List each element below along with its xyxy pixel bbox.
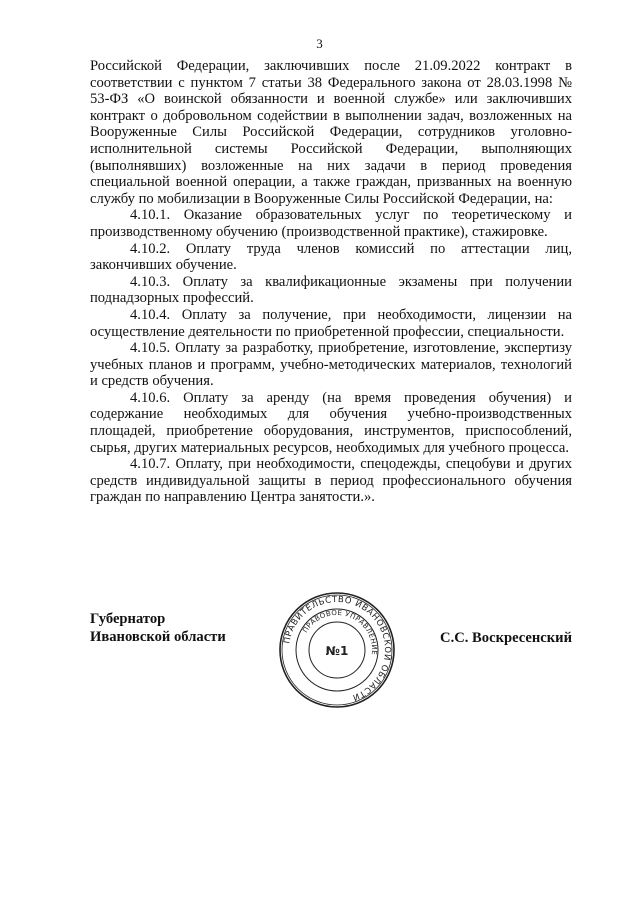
seal-number: №1 — [325, 644, 349, 658]
signatory-title — [90, 610, 226, 646]
seal-inner-text: ПРАВОВОЕ УПРАВЛЕНИЕ — [301, 608, 379, 656]
document-body — [90, 58, 572, 506]
intro-paragraph: Российской Федерации, заключивших после 21.09.2022 контракт в соответствии с пунктом 7 статьи 38 Федерального закона от 28.03.1998 № 53-ФЗ «О воинской обязанности и военной службе» или заключивших контракт о добровольном содействии в выполнении задач, возложенных на Вооруженные Силы Российской Федерации, сотрудников уголовно-исполнительной системы Российской Федерации, выполняющих (выполнявших) возложенные на них задачи в период проведения специальной военной операции, а также граждан, призванных на военную службу по мобилизации в Вооруженные Силы Российской Федерации, на: — [90, 58, 572, 207]
item-4-10-2: 4.10.2. Оплату труда членов комиссий по аттестации лиц, закончивших обучение. — [90, 240, 572, 274]
item-4-10-6: 4.10.6. Оплату за аренду (на время проведения обучения) и содержание необходимых для обучения учебно-производственных площадей, приобретение оборудования, инструментов, приспособлений, сырья, других материальных ресурсов, необходимых для учебного процесса. — [90, 389, 572, 456]
item-4-10-4: 4.10.4. Оплату за получение, при необходимости, лицензии на осуществление деятельности по приобретенной профессии, специальности. — [90, 306, 572, 340]
page-number: 3 — [316, 36, 323, 51]
item-4-10-3: 4.10.3. Оплату за квалификационные экзамены при получении поднадзорных профессий. — [90, 273, 572, 307]
item-4-10-1: 4.10.1. Оказание образовательных услуг по теоретическому и производственному обучению (производственной практике), стажировке. — [90, 207, 572, 240]
item-4-10-5: 4.10.5. Оплату за разработку, приобретение, изготовление, экспертизу учебных планов и программ, учебно-методических материалов, технологий и средств обучения. — [90, 340, 572, 390]
seal-outer-text: ПРАВИТЕЛЬСТВО ИВАНОВСКОЙ ОБЛАСТИ — [282, 594, 393, 703]
item-4-10-7: 4.10.7. Оплату, при необходимости, спецодежды, спецобуви и других средств индивидуальной защиты в период профессионального обучения граждан по направлению Центра занятости.». — [90, 456, 572, 506]
signatory-title-line1: Губернатор — [90, 611, 166, 627]
signatory-name: С.С. Воскресенский — [440, 630, 572, 646]
signatory-title-line2: Ивановской области — [90, 629, 226, 645]
official-seal-stamp — [277, 590, 397, 710]
